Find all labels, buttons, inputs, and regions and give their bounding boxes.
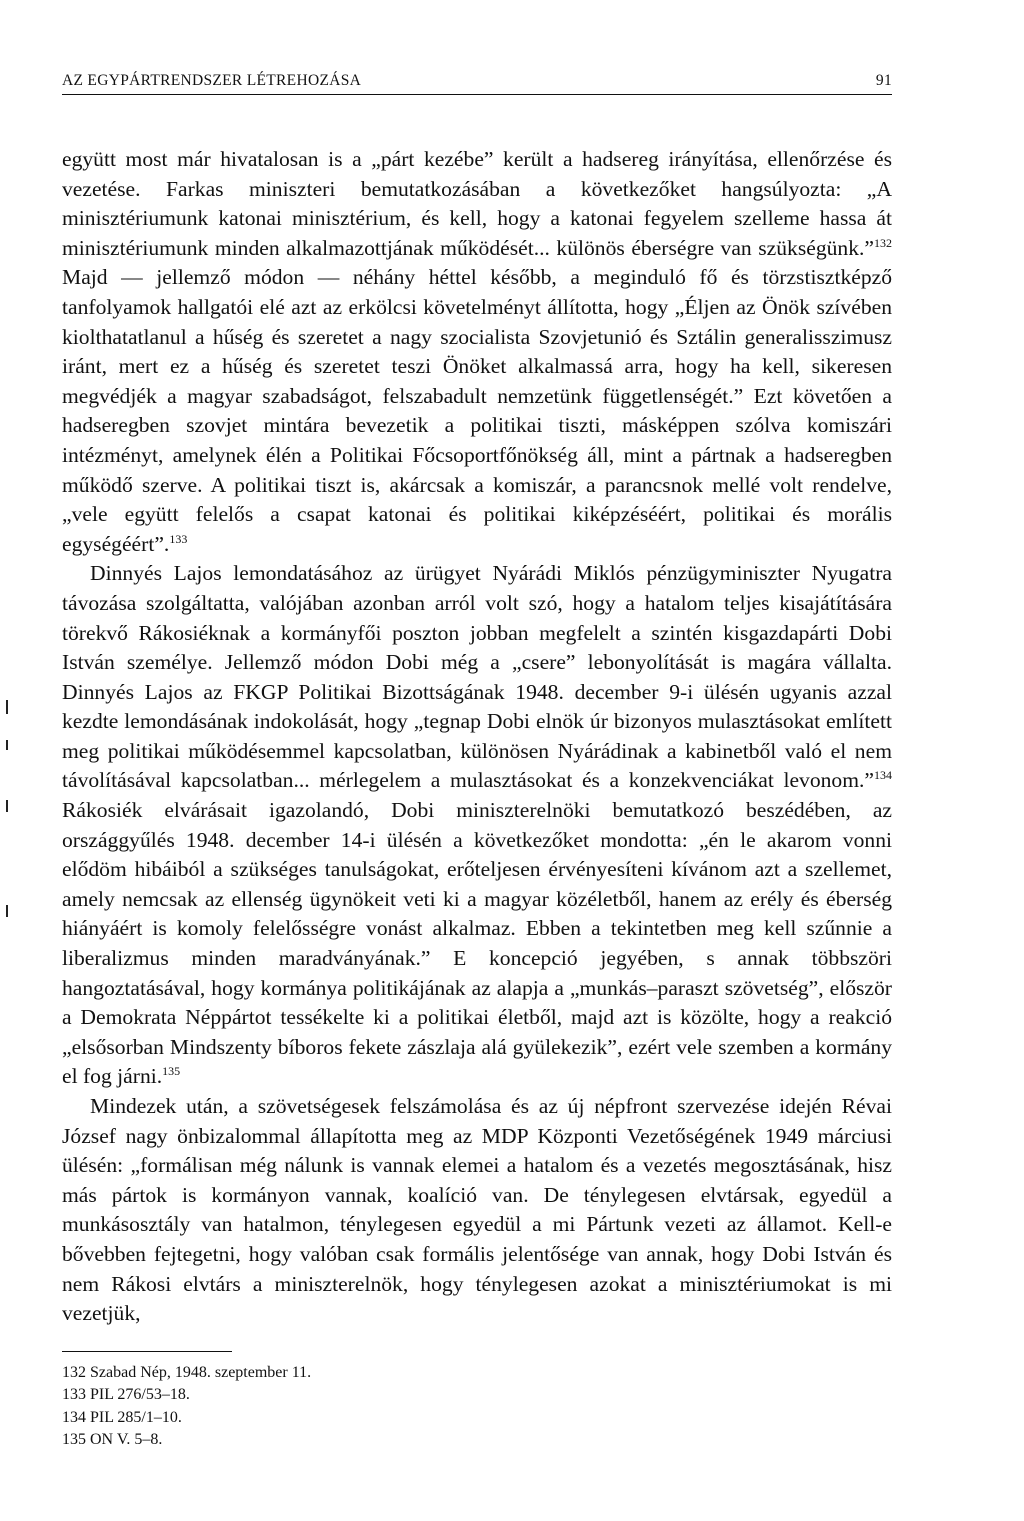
footnote-132: 132 Szabad Nép, 1948. szeptember 11.: [62, 1363, 312, 1381]
body-text: [62, 145, 892, 1329]
footnotes: [62, 1362, 892, 1452]
text-run: együtt most már hivatalosan is a „párt kezébe” került a hadsereg irányítása, ellenőrzése és vezetése. Farkas miniszteri bemutatkozásában a következőket hangsúlyozta: „A minisztériumunk katonai minisztérium, és kell, hogy a katonai fegyelem szelleme hassa át minisztériumunk minden alkalmazottjának működését... különös éberségre van szükségünk.”: [62, 147, 892, 260]
footnote-ref: 134: [874, 768, 892, 783]
margin-mark: [6, 800, 8, 812]
paragraph: [62, 559, 892, 1092]
text-run: Mindezek után, a szövetségesek felszámolása és az új népfront szervezése idején Révai József nagy önbizalommal állapította meg az MDP Központi Vezetőségének 1949 márciusi ülésén: „formálisan még nálunk is vannak elemei a hatalom és a vezetés megosztásának, hisz más pártok is kormányon vannak, koalíció van. De ténylegesen elvtársak, egyedül a munkásosztály van hatalmon, ténylegesen egyedül a mi Pártunk vezeti az államot. Kell-e bővebben fejtegetni, hogy valóban csak formális jelentősége van annak, hogy Dobi István és nem Rákosi elvtárs a miniszterelnök, hogy ténylegesen azokat a minisztériumokat is mi vezetjük,: [62, 1094, 892, 1326]
footnote-ref: 132: [874, 235, 892, 250]
text-run: Dinnyés Lajos lemondatásához az ürügyet Nyárádi Miklós pénzügyminiszter Nyugatra távozása szolgáltatta, valójában azonban arról volt szó, hogy a hatalom teljes kisajátítására törekvő Rákosiéknak a kormányfői poszton jobban megfelelt a szintén kisgazdapárti Dobi István személye. Jellemző módon Dobi még a „csere” lebonyolítását is magára vállalta. Dinnyés Lajos az FKGP Politikai Bizottságának 1948. december 9-i ülésén ugyanis azzal kezdte lemondásának indokolását, hogy „tegnap Dobi elnök úr bizonyos mulasztásokat említett meg politikai működésemmel kapcsolatban, különösen Nyárádinak a kabinetből való el nem távolításával kapcsolatban... mérlegelem a mulasztásokat és a konzekvenciákat levonom.”: [62, 561, 892, 793]
margin-mark: [6, 700, 8, 714]
page-number: 91: [875, 72, 892, 89]
text-run: Rákosiék elvárásait igazolandó, Dobi miniszterelnöki bemutatkozó beszédében, az országgyűlés 1948. december 14-i ülésén a következőket mondotta: „én le akarom vonni elődöm hibáiból a szükséges tanulságokat, erőteljesen érvényesíteni kívánom azt a szellemet, amely nemcsak az ellenség ügynökeit veti ki a magyar közéletből, hanem az erély és éberség hiányáért is komoly felelősségre vonást alkalmaz. Ebben a tekintetben meg kell szűnnie a liberalizmus minden maradványának.” E koncepció jegyében, s annak többszöri hangoztatásával, hogy kormánya politikájának az alapja a „munkás–paraszt szövetség”, először a Demokrata Néppártot tessékelte ki a politikai életből, majd azt is közölte, hogy a reakció „elsősorban Mindszenty bíboros fekete zászlaja alá gyülekezik”, ezért vele szemben a kormány el fog járni.: [62, 798, 892, 1089]
margin-mark: [6, 740, 8, 750]
running-title: AZ EGYPÁRTRENDSZER LÉTREHOZÁSA: [62, 72, 362, 89]
footnote-ref: 135: [162, 1064, 181, 1079]
footnote-separator: [62, 1351, 232, 1352]
footnote-ref: 133: [169, 531, 188, 546]
footnote-135: 135 ON V. 5–8.: [62, 1431, 163, 1449]
text-run: Majd — jellemző módon — néhány héttel később, a meginduló fő és törzstisztképző tanfolyamok hallgatói elé azt az erkölcsi követelményt állította, hogy „Éljen az Önök szívében kiolthatatlanul a hűség és szeretet a nagy szocialista Szovjetunió és Sztálin generalisszimusz iránt, mert ez a hűség és szeretet teszi Önöket alkalmassá arra, hogy ha kell, sikeresen megvédjék a magyar szabadságot, felszabadult nemzetünk függetlenségét.” Ezt követően a hadseregben szovjet mintára bevezetik a politikai tiszti, másképpen szólva komiszári intézményt, amelynek élén a Politikai Főcsoportfőnökség áll, mint a pártnak a hadseregben működő szerve. A politikai tiszt is, akárcsak a komiszár, a parancsnok mellé volt rendelve, „vele együtt felelős a csapat katonai és politikai kiképzéséért, politikai és morális egységéért”.: [62, 265, 892, 556]
footnote-133: 133 PIL 276/53–18.: [62, 1386, 190, 1404]
margin-mark: [6, 905, 8, 917]
paragraph: [62, 145, 892, 559]
paragraph: [62, 1092, 892, 1329]
book-page: [62, 72, 892, 1452]
running-header: [62, 72, 892, 95]
footnote-134: 134 PIL 285/1–10.: [62, 1408, 182, 1426]
